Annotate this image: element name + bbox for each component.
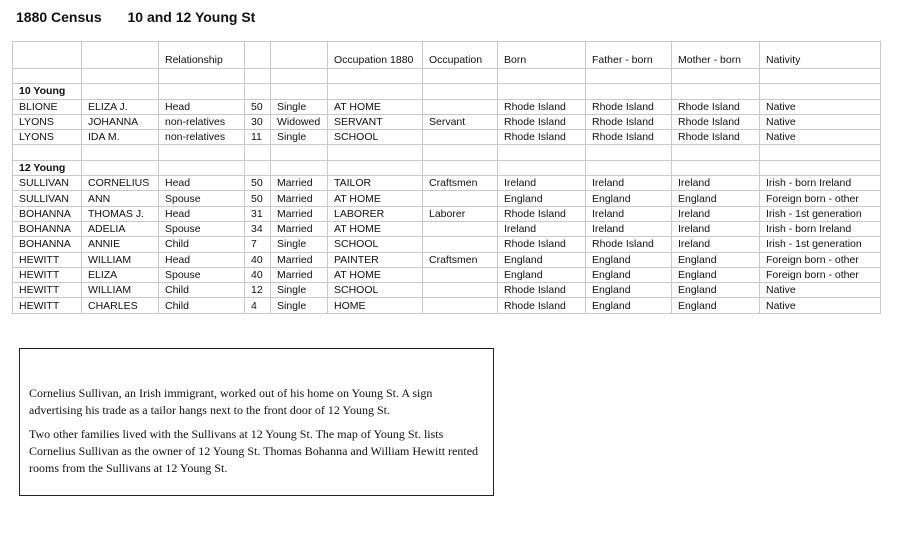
table-cell <box>760 84 881 99</box>
table-cell: Rhode Island <box>498 130 586 145</box>
table-cell: Rhode Island <box>498 206 586 221</box>
table-cell <box>423 84 498 99</box>
table-cell: England <box>498 267 586 282</box>
table-cell <box>423 221 498 236</box>
note-box <box>19 348 494 496</box>
table-cell: Laborer <box>423 206 498 221</box>
table-cell: England <box>586 298 672 313</box>
table-cell: Head <box>159 176 245 191</box>
table-cell: HOME <box>328 298 423 313</box>
table-cell: LYONS <box>13 130 82 145</box>
table-cell <box>271 84 328 99</box>
section-header-row <box>13 160 881 175</box>
table-cell <box>586 84 672 99</box>
title-street: 10 and 12 Young St <box>127 9 256 25</box>
table-row <box>13 114 881 129</box>
table-cell: Child <box>159 237 245 252</box>
census-table <box>12 41 881 314</box>
table-cell <box>672 69 760 84</box>
table-cell: Child <box>159 283 245 298</box>
table-cell: Native <box>760 298 881 313</box>
table-cell: 40 <box>245 267 271 282</box>
table-cell: WILLIAM <box>82 252 159 267</box>
table-row <box>13 99 881 114</box>
table-cell: SULLIVAN <box>13 191 82 206</box>
table-cell: Rhode Island <box>586 99 672 114</box>
note-paragraph-1: Cornelius Sullivan, an Irish immigrant, worked out of his home on Young St. A sign advertising his trade as a tailor hangs next to the front door of 12 Young St. <box>29 386 433 417</box>
table-cell: BOHANNA <box>13 237 82 252</box>
table-cell: Single <box>271 130 328 145</box>
section-header-row <box>13 84 881 99</box>
table-row <box>13 130 881 145</box>
table-cell: HEWITT <box>13 252 82 267</box>
column-header <box>82 42 159 69</box>
table-cell: 7 <box>245 237 271 252</box>
table-cell: Head <box>159 99 245 114</box>
table-cell: Native <box>760 130 881 145</box>
table-cell: England <box>672 267 760 282</box>
table-cell: Single <box>271 99 328 114</box>
table-cell: 31 <box>245 206 271 221</box>
table-cell: LABORER <box>328 206 423 221</box>
table-cell: SCHOOL <box>328 237 423 252</box>
note-paragraph-2: Two other families lived with the Sullivans at 12 Young St. The map of Young St. lists Cornelius Sullivan as the owner of 12 Young St. Thomas Bohanna and William Hewitt rented rooms from the Sullivans at 12 Young St. <box>29 427 479 475</box>
column-header: Relationship <box>159 42 245 69</box>
table-cell: SERVANT <box>328 114 423 129</box>
spacer-row <box>13 69 881 84</box>
table-cell: HEWITT <box>13 283 82 298</box>
census-table-body <box>13 42 881 314</box>
table-cell <box>423 191 498 206</box>
table-cell <box>159 84 245 99</box>
table-cell <box>423 99 498 114</box>
table-cell: Rhode Island <box>672 114 760 129</box>
table-cell: Servant <box>423 114 498 129</box>
column-header: Occupation 1880 <box>328 42 423 69</box>
table-cell <box>498 160 586 175</box>
table-cell: Married <box>271 221 328 236</box>
table-cell: England <box>498 252 586 267</box>
column-header: Nativity <box>760 42 881 69</box>
table-cell <box>498 84 586 99</box>
table-cell: 12 <box>245 283 271 298</box>
table-cell <box>498 69 586 84</box>
table-cell <box>271 145 328 160</box>
table-row <box>13 252 881 267</box>
table-cell: Rhode Island <box>498 114 586 129</box>
table-cell <box>672 84 760 99</box>
table-header-row <box>13 42 881 69</box>
table-cell: Ireland <box>672 176 760 191</box>
table-cell: England <box>498 191 586 206</box>
table-cell: Rhode Island <box>672 130 760 145</box>
table-row <box>13 298 881 313</box>
table-cell: England <box>672 191 760 206</box>
table-cell: 50 <box>245 191 271 206</box>
table-cell <box>82 84 159 99</box>
table-cell: Single <box>271 237 328 252</box>
table-cell <box>13 145 82 160</box>
table-cell: ANNIE <box>82 237 159 252</box>
table-cell: non-relatives <box>159 130 245 145</box>
table-cell <box>423 130 498 145</box>
table-cell: Married <box>271 176 328 191</box>
table-cell: BOHANNA <box>13 221 82 236</box>
table-row <box>13 267 881 282</box>
table-cell: Native <box>760 99 881 114</box>
table-cell: Native <box>760 114 881 129</box>
table-cell: CORNELIUS <box>82 176 159 191</box>
table-cell: Rhode Island <box>586 114 672 129</box>
table-cell: Ireland <box>498 221 586 236</box>
table-cell: HEWITT <box>13 298 82 313</box>
table-cell: Rhode Island <box>586 130 672 145</box>
table-cell: Ireland <box>672 237 760 252</box>
table-cell: England <box>586 283 672 298</box>
table-cell <box>328 160 423 175</box>
table-cell: AT HOME <box>328 191 423 206</box>
table-cell: Head <box>159 206 245 221</box>
table-cell <box>82 160 159 175</box>
column-header: Born <box>498 42 586 69</box>
table-cell <box>82 145 159 160</box>
table-cell: Ireland <box>586 221 672 236</box>
table-cell: Rhode Island <box>498 237 586 252</box>
table-row <box>13 237 881 252</box>
table-cell: ANN <box>82 191 159 206</box>
table-cell <box>760 69 881 84</box>
table-cell: SCHOOL <box>328 130 423 145</box>
table-cell: PAINTER <box>328 252 423 267</box>
section-label: 10 Young <box>13 84 82 99</box>
table-cell: TAILOR <box>328 176 423 191</box>
table-cell: HEWITT <box>13 267 82 282</box>
column-header <box>13 42 82 69</box>
table-cell <box>586 145 672 160</box>
table-cell: Married <box>271 206 328 221</box>
table-cell: JOHANNA <box>82 114 159 129</box>
table-cell: Single <box>271 298 328 313</box>
table-cell <box>328 69 423 84</box>
table-cell: THOMAS J. <box>82 206 159 221</box>
table-row <box>13 221 881 236</box>
table-cell: Spouse <box>159 191 245 206</box>
table-cell: Child <box>159 298 245 313</box>
table-cell <box>423 69 498 84</box>
table-cell: AT HOME <box>328 99 423 114</box>
table-cell: Craftsmen <box>423 176 498 191</box>
table-cell: Ireland <box>672 221 760 236</box>
table-cell: Ireland <box>498 176 586 191</box>
table-cell: England <box>586 252 672 267</box>
column-header <box>271 42 328 69</box>
table-cell: non-relatives <box>159 114 245 129</box>
table-cell <box>245 69 271 84</box>
table-cell <box>423 237 498 252</box>
table-cell <box>423 283 498 298</box>
table-cell: SULLIVAN <box>13 176 82 191</box>
table-cell <box>586 69 672 84</box>
table-row <box>13 191 881 206</box>
table-cell <box>271 69 328 84</box>
table-cell: Married <box>271 191 328 206</box>
table-cell: AT HOME <box>328 267 423 282</box>
table-cell: Married <box>271 267 328 282</box>
table-cell: 34 <box>245 221 271 236</box>
table-cell: Irish - born Ireland <box>760 221 881 236</box>
table-cell: WILLIAM <box>82 283 159 298</box>
table-cell: 30 <box>245 114 271 129</box>
table-row <box>13 176 881 191</box>
table-cell <box>159 160 245 175</box>
table-cell: ELIZA <box>82 267 159 282</box>
table-cell: Single <box>271 283 328 298</box>
page-title <box>16 9 255 25</box>
table-cell: England <box>672 298 760 313</box>
table-cell: IDA M. <box>82 130 159 145</box>
table-cell: 4 <box>245 298 271 313</box>
table-cell: Rhode Island <box>498 283 586 298</box>
table-cell <box>423 160 498 175</box>
table-cell <box>82 69 159 84</box>
table-cell: England <box>672 283 760 298</box>
table-cell: AT HOME <box>328 221 423 236</box>
table-cell: LYONS <box>13 114 82 129</box>
table-cell: 50 <box>245 176 271 191</box>
table-cell <box>423 145 498 160</box>
title-census: 1880 Census <box>16 9 102 25</box>
table-cell: 50 <box>245 99 271 114</box>
table-cell: ADELIA <box>82 221 159 236</box>
table-cell: Ireland <box>672 206 760 221</box>
table-cell <box>423 267 498 282</box>
table-cell: Foreign born - other <box>760 252 881 267</box>
table-cell: Irish - 1st generation <box>760 206 881 221</box>
table-cell: Rhode Island <box>672 99 760 114</box>
table-cell <box>672 160 760 175</box>
table-cell <box>586 160 672 175</box>
table-cell <box>760 145 881 160</box>
table-cell: 11 <box>245 130 271 145</box>
table-cell: Widowed <box>271 114 328 129</box>
table-cell: Ireland <box>586 206 672 221</box>
table-row <box>13 206 881 221</box>
table-cell <box>13 69 82 84</box>
table-cell <box>672 145 760 160</box>
table-cell: Craftsmen <box>423 252 498 267</box>
table-cell: England <box>586 267 672 282</box>
table-cell: Rhode Island <box>498 99 586 114</box>
column-header: Occupation <box>423 42 498 69</box>
table-cell: 40 <box>245 252 271 267</box>
table-cell <box>245 160 271 175</box>
column-header: Father - born <box>586 42 672 69</box>
table-cell <box>498 145 586 160</box>
table-cell: Head <box>159 252 245 267</box>
spacer-row <box>13 145 881 160</box>
table-cell: Rhode Island <box>586 237 672 252</box>
table-cell: Spouse <box>159 221 245 236</box>
table-cell: England <box>586 191 672 206</box>
table-cell <box>245 145 271 160</box>
table-cell: SCHOOL <box>328 283 423 298</box>
table-cell <box>271 160 328 175</box>
table-cell: Rhode Island <box>498 298 586 313</box>
table-cell <box>328 145 423 160</box>
table-cell <box>760 160 881 175</box>
table-cell <box>245 84 271 99</box>
table-cell <box>328 84 423 99</box>
column-header <box>245 42 271 69</box>
table-cell: England <box>672 252 760 267</box>
table-cell: BOHANNA <box>13 206 82 221</box>
table-cell: Spouse <box>159 267 245 282</box>
table-cell: Irish - 1st generation <box>760 237 881 252</box>
column-header: Mother - born <box>672 42 760 69</box>
table-cell: Ireland <box>586 176 672 191</box>
table-cell <box>423 298 498 313</box>
table-cell: BLIONE <box>13 99 82 114</box>
table-cell: Married <box>271 252 328 267</box>
table-cell: Irish - born Ireland <box>760 176 881 191</box>
table-cell: ELIZA J. <box>82 99 159 114</box>
table-cell: Foreign born - other <box>760 267 881 282</box>
table-row <box>13 283 881 298</box>
table-cell: CHARLES <box>82 298 159 313</box>
table-cell <box>159 69 245 84</box>
section-label: 12 Young <box>13 160 82 175</box>
table-cell: Native <box>760 283 881 298</box>
table-cell <box>159 145 245 160</box>
table-cell: Foreign born - other <box>760 191 881 206</box>
